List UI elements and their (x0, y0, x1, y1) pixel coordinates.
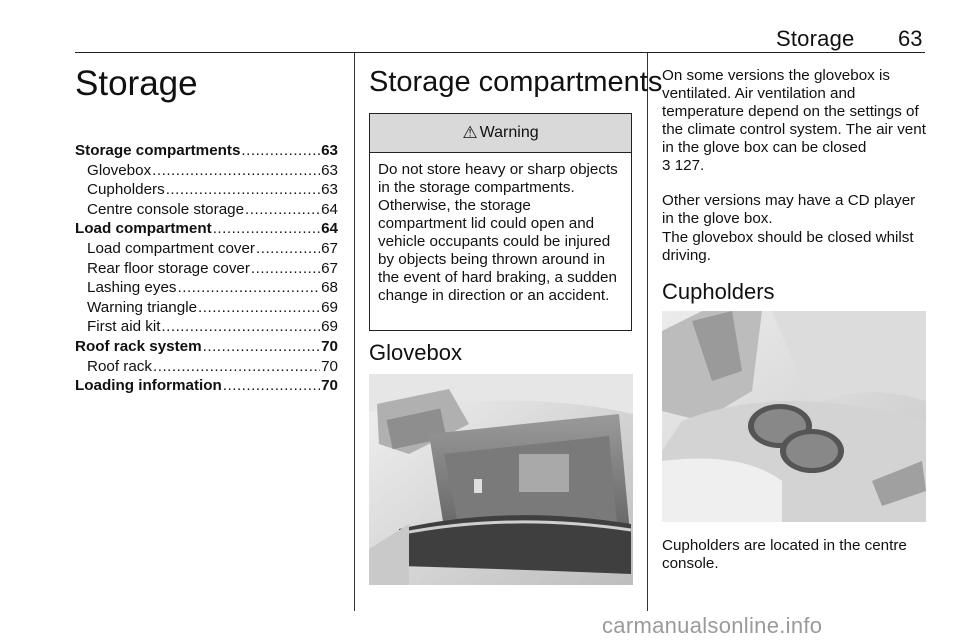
warning-box (369, 113, 632, 331)
toc-entry-label: First aid kit (87, 318, 161, 336)
running-title: Storage (776, 26, 855, 51)
toc-entry[interactable] (75, 161, 338, 181)
toc-entry-label: Loading information (75, 377, 222, 395)
toc-leader-dots (161, 317, 320, 337)
reference-arrow-icon: 3 (662, 157, 671, 174)
toc-leader-dots (245, 200, 320, 220)
toc-entry-label: Roof rack system (75, 337, 202, 355)
toc-entry-label: Load compartment cover (87, 239, 255, 257)
toc-entry[interactable] (75, 259, 338, 279)
watermark: carmanualsonline.info (602, 613, 823, 638)
glovebox-photo (369, 374, 633, 585)
toc-leader-dots (178, 278, 321, 298)
toc-entry-page: 70 (321, 377, 338, 395)
toc-entry-label: Cupholders (87, 181, 165, 199)
toc-leader-dots (256, 239, 320, 259)
section-title: Storage compartments (369, 66, 663, 98)
warning-header (370, 114, 631, 153)
toc-entry-label: Lashing eyes (87, 279, 177, 297)
glovebox-ventilation-text (662, 67, 928, 175)
toc-leader-dots (153, 357, 320, 377)
page-number: 63 (898, 26, 923, 51)
toc-entry-page: 63 (321, 142, 338, 159)
glovebox-cd-text: Other versions may have a CD player in the glove box. (662, 192, 916, 227)
cupholders-text: Cupholders are located in the centre console. (662, 537, 907, 572)
warning-heading: Warning (479, 124, 539, 141)
toc-leader-dots (223, 376, 320, 396)
toc-entry-page: 63 (321, 181, 338, 199)
toc-entry-page: 68 (321, 279, 338, 297)
toc-leader-dots (152, 161, 320, 181)
toc-entry-label: Glovebox (87, 161, 152, 179)
reference-page: 127. (674, 157, 705, 174)
toc-entry-label: Roof rack (87, 357, 152, 375)
page-header (0, 0, 960, 52)
toc-entry[interactable] (75, 219, 338, 239)
toc-entry-page: 67 (321, 259, 338, 277)
toc-entry[interactable] (75, 278, 338, 298)
toc-entry[interactable] (75, 337, 338, 357)
toc-entry[interactable] (75, 200, 338, 220)
toc-entry-label: Load compartment (75, 220, 212, 238)
toc-entry-page: 67 (321, 239, 338, 257)
column-divider-2 (647, 53, 648, 611)
chapter-title: Storage (75, 64, 198, 103)
toc-entry-page: 64 (321, 220, 338, 238)
toc-entry[interactable] (75, 376, 338, 396)
toc-leader-dots (213, 219, 320, 239)
column-divider-1 (354, 53, 355, 611)
toc-entry[interactable] (75, 357, 338, 377)
toc-leader-dots (251, 259, 320, 279)
toc-entry[interactable] (75, 317, 338, 337)
toc-leader-dots (203, 337, 320, 357)
toc-entry-label: Storage compartments (75, 142, 241, 159)
table-of-contents (75, 141, 338, 396)
toc-entry-page: 70 (321, 337, 338, 355)
warning-triangle-icon: ⚠ (462, 123, 478, 142)
warning-text: Do not store heavy or sharp objects in the storage compartments. Otherwise, the storage compartment lid could open and vehicle occupants could be injured by objects being thrown around in the event of hard braking, a sudden change in direction or an accident. (378, 161, 618, 304)
toc-leader-dots (241, 141, 320, 161)
toc-entry-page: 64 (321, 200, 338, 218)
toc-entry-page: 70 (321, 357, 338, 375)
toc-entry-page: 63 (321, 161, 338, 179)
toc-entry-label: Centre console storage (87, 200, 245, 218)
header-divider (75, 52, 925, 53)
toc-entry-page: 69 (321, 298, 338, 316)
toc-entry-label: Rear floor storage cover (87, 259, 250, 277)
cupholders-photo (662, 311, 926, 522)
toc-entry-page: 69 (321, 318, 338, 336)
toc-entry[interactable] (75, 180, 338, 200)
page-reference (662, 157, 704, 174)
glovebox-heading: Glovebox (369, 340, 462, 365)
toc-entry[interactable] (75, 239, 338, 259)
toc-leader-dots (166, 180, 320, 200)
glovebox-closed-text: The glovebox should be closed whilst driving. (662, 229, 914, 264)
glovebox-para1: On some versions the glovebox is ventilated. Air ventilation and temperature depend on the settings of the climate control system. The air vent in the glove box can be closed (662, 67, 926, 156)
cupholders-heading: Cupholders (662, 279, 775, 304)
toc-entry[interactable] (75, 141, 338, 161)
toc-leader-dots (198, 298, 320, 318)
toc-entry[interactable] (75, 298, 338, 318)
toc-entry-label: Warning triangle (87, 298, 198, 316)
